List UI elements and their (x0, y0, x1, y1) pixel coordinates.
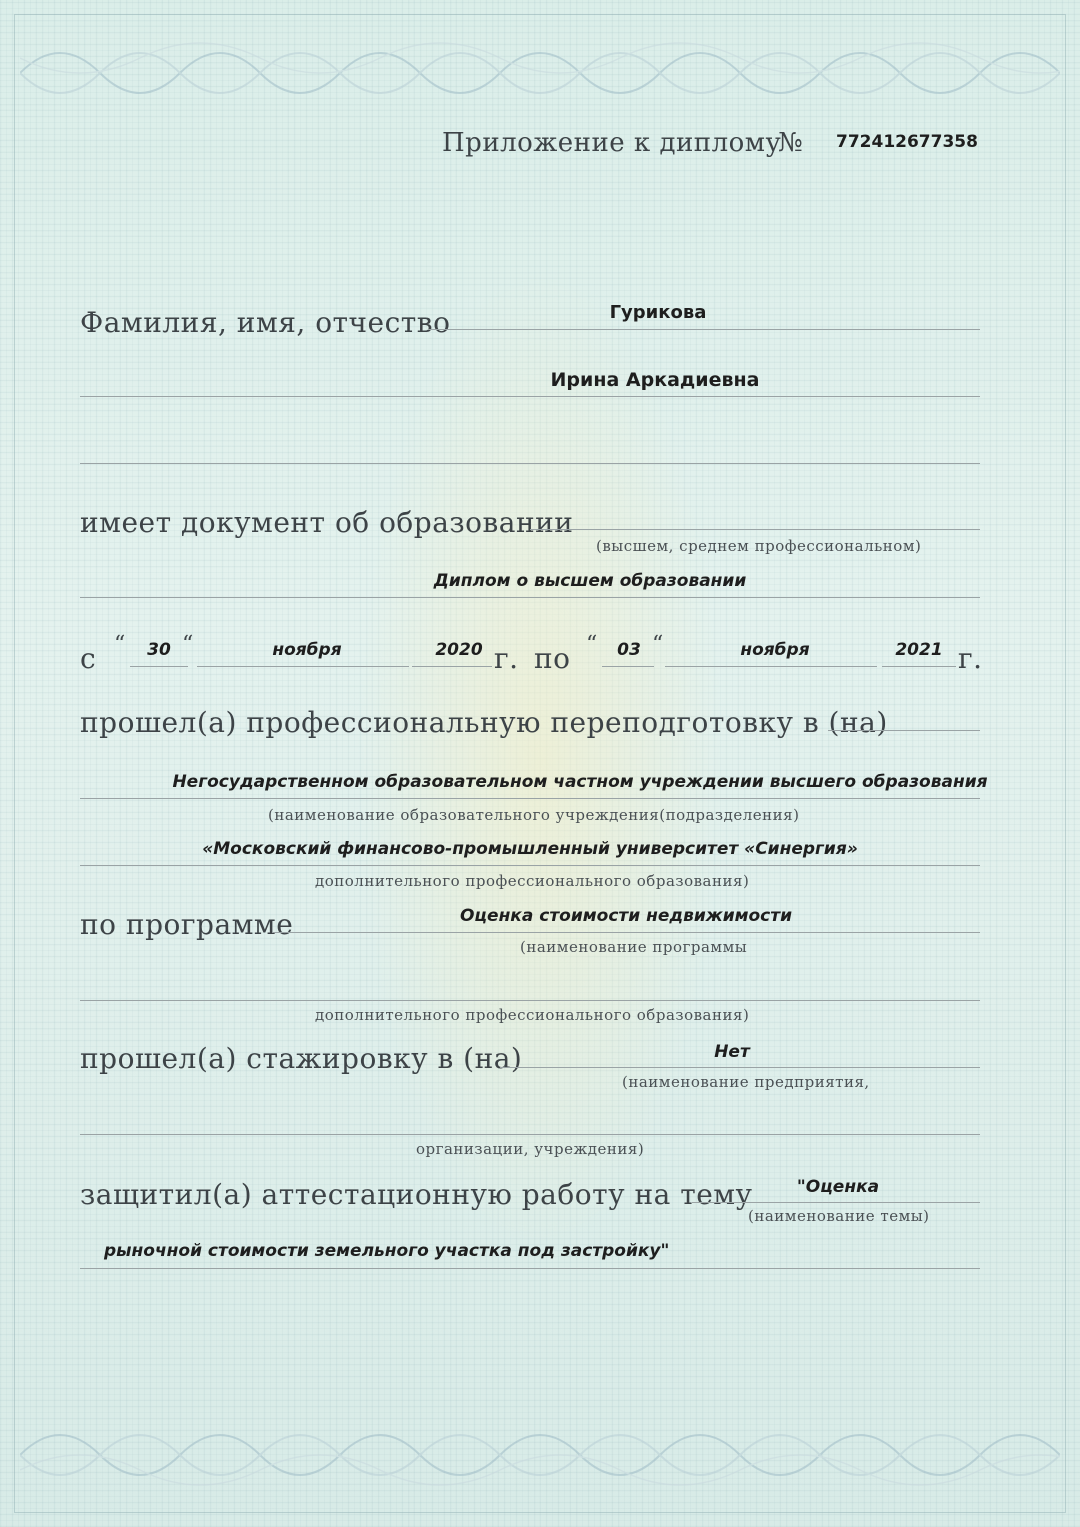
period-to-prefix: по (534, 642, 571, 675)
institution-line1-value: Негосударственном образовательном частном учреждении высшего образования (172, 772, 988, 792)
thesis-line-2 (80, 1268, 980, 1269)
internship-hint-2: организации, учреждения) (416, 1140, 645, 1158)
retraining-label: прошел(а) профессиональную переподготовку в (на) (80, 706, 888, 739)
thesis-label: защитил(а) аттестационную работу на тему (80, 1178, 753, 1211)
internship-line-1 (500, 1067, 980, 1068)
surname-value: Гурикова (609, 302, 707, 323)
header-title: Приложение к диплому (442, 128, 782, 158)
program-value: Оценка стоимости недвижимости (459, 906, 793, 926)
internship-hint: (наименование предприятия, (622, 1073, 870, 1091)
to-month-line (665, 666, 877, 667)
education-line-2 (80, 597, 980, 598)
education-value: Диплом о высшем образовании (433, 571, 747, 591)
to-year-value: 2021 (895, 640, 943, 660)
to-year-line (882, 666, 956, 667)
institution-line-1 (80, 798, 980, 799)
name-line-3 (80, 463, 980, 464)
program-hint: (наименование программы (520, 938, 748, 956)
period-from-prefix: с (80, 642, 97, 675)
retraining-line-1 (828, 730, 980, 731)
to-day-value: 03 (617, 640, 641, 660)
from-day-line (130, 666, 188, 667)
name-line-1 (428, 329, 980, 330)
ornament-bottom (20, 1410, 1060, 1500)
program-hint-2: дополнительного профессионального образования) (315, 1006, 750, 1024)
education-line-1 (530, 529, 980, 530)
internship-line-2 (80, 1134, 980, 1135)
internship-value: Нет (714, 1042, 750, 1062)
ornament-top (20, 28, 1060, 118)
from-month-line (197, 666, 409, 667)
open-quote-2: “ (586, 632, 598, 657)
close-quote-2: “ (652, 632, 664, 657)
institution-hint-2: дополнительного профессионального образования) (315, 872, 750, 890)
from-year-line (412, 666, 492, 667)
program-line-1 (272, 932, 980, 933)
program-label: по программе (80, 908, 294, 941)
institution-line-2 (80, 865, 980, 866)
number-sign: № (778, 128, 804, 158)
institution-hint: (наименование образовательного учреждения(подразделения) (268, 806, 800, 824)
given-name-value: Ирина Аркадиевна (550, 369, 760, 391)
diploma-number: 772412677358 (836, 132, 978, 152)
internship-label: прошел(а) стажировку в (на) (80, 1042, 523, 1075)
from-year-suffix: г. (494, 642, 519, 675)
name-label: Фамилия, имя, отчество (80, 306, 451, 339)
close-quote-1: “ (182, 632, 194, 657)
to-month-value: ноября (740, 640, 810, 660)
education-label: имеет документ об образовании (80, 506, 574, 539)
open-quote-1: “ (114, 632, 126, 657)
institution-line2-value: «Московский финансово-промышленный университет «Синергия» (202, 839, 858, 859)
education-hint: (высшем, среднем профессиональном) (596, 537, 922, 555)
thesis-value-line1: "Оценка (796, 1177, 880, 1197)
name-line-2 (80, 396, 980, 397)
program-line-2 (80, 1000, 980, 1001)
thesis-hint: (наименование темы) (748, 1207, 930, 1225)
to-day-line (602, 666, 654, 667)
from-year-value: 2020 (435, 640, 483, 660)
thesis-value-line2: рыночной стоимости земельного участка под застройку" (104, 1241, 670, 1261)
from-month-value: ноября (272, 640, 342, 660)
from-day-value: 30 (147, 640, 171, 660)
period-end-suffix: г. (958, 642, 983, 675)
thesis-line-1 (692, 1202, 980, 1203)
document-border (14, 14, 1066, 1513)
